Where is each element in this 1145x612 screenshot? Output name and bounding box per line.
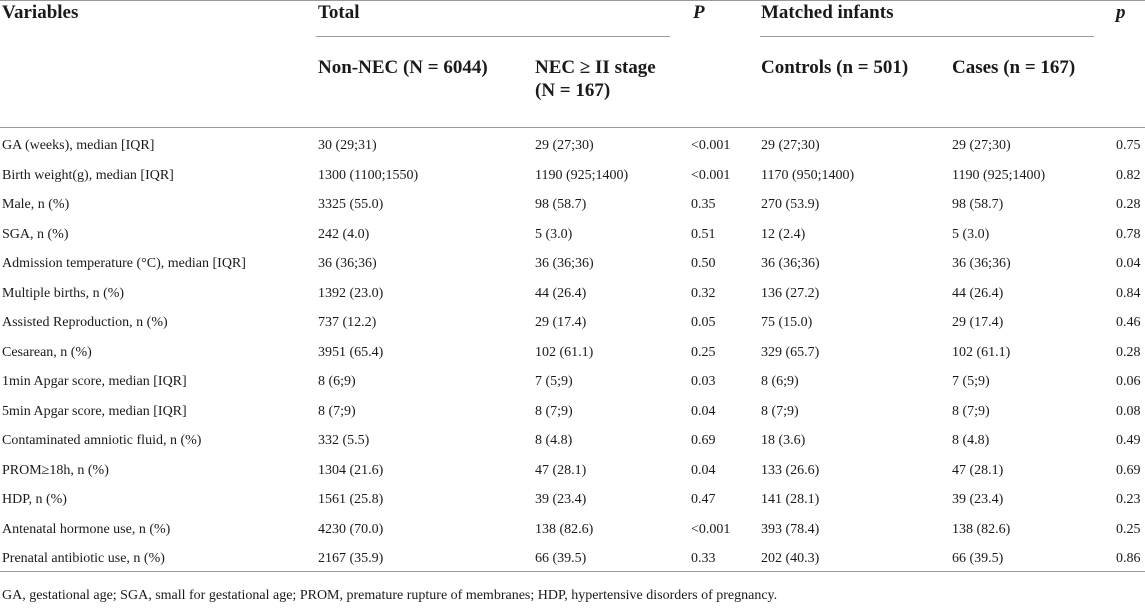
- header-bottom-rule: [0, 127, 1145, 128]
- cell-p-total: 0.47: [691, 492, 716, 507]
- cell-p-matched: 0.78: [1116, 227, 1141, 242]
- cell-p-matched: 0.04: [1116, 256, 1141, 271]
- cell-controls: 393 (78.4): [761, 522, 820, 537]
- header-p-total: P: [693, 2, 705, 23]
- cell-variable: Admission temperature (°C), median [IQR]: [2, 256, 246, 271]
- cell-non-nec: 8 (7;9): [318, 404, 356, 419]
- cell-controls: 270 (53.9): [761, 197, 820, 212]
- matched-group-rule: [760, 36, 1094, 37]
- cell-p-matched: 0.06: [1116, 374, 1141, 389]
- header-controls: Controls (n = 501): [761, 57, 909, 78]
- cell-variable: Multiple births, n (%): [2, 286, 125, 301]
- cell-p-total: 0.51: [691, 227, 716, 242]
- cell-p-total: 0.25: [691, 345, 716, 360]
- cell-p-matched: 0.08: [1116, 404, 1141, 419]
- header-p-matched: p: [1116, 2, 1126, 23]
- cell-cases: 8 (7;9): [952, 404, 990, 419]
- cell-p-total: <0.001: [691, 138, 731, 153]
- cell-non-nec: 4230 (70.0): [318, 522, 384, 537]
- cell-controls: 8 (7;9): [761, 404, 799, 419]
- table-top-rule: [0, 0, 1145, 1]
- cell-non-nec: 3325 (55.0): [318, 197, 384, 212]
- cell-controls: 136 (27.2): [761, 286, 820, 301]
- cell-cases: 138 (82.6): [952, 522, 1011, 537]
- cell-p-matched: 0.69: [1116, 463, 1141, 478]
- cell-nec: 98 (58.7): [535, 197, 587, 212]
- cell-variable: Assisted Reproduction, n (%): [2, 315, 168, 330]
- header-nec-line1: NEC ≥ II stage: [535, 57, 656, 78]
- cell-non-nec: 332 (5.5): [318, 433, 370, 448]
- table-footnote: GA, gestational age; SGA, small for gestational age; PROM, premature rupture of membranes; HDP, hypertensive disorders of pregnancy.: [2, 588, 778, 603]
- cell-p-total: 0.03: [691, 374, 716, 389]
- cell-p-total: 0.35: [691, 197, 716, 212]
- cell-nec: 7 (5;9): [535, 374, 573, 389]
- cell-variable: 5min Apgar score, median [IQR]: [2, 404, 187, 419]
- cell-nec: 1190 (925;1400): [535, 168, 629, 183]
- cell-non-nec: 8 (6;9): [318, 374, 356, 389]
- cell-variable: HDP, n (%): [2, 492, 67, 507]
- cell-controls: 1170 (950;1400): [761, 168, 855, 183]
- cell-variable: GA (weeks), median [IQR]: [2, 138, 155, 153]
- cell-cases: 5 (3.0): [952, 227, 990, 242]
- cell-non-nec: 3951 (65.4): [318, 345, 384, 360]
- cell-controls: 8 (6;9): [761, 374, 799, 389]
- cell-cases: 1190 (925;1400): [952, 168, 1046, 183]
- cell-cases: 7 (5;9): [952, 374, 990, 389]
- cell-non-nec: 36 (36;36): [318, 256, 377, 271]
- header-variables: Variables: [2, 2, 79, 23]
- cell-p-matched: 0.82: [1116, 168, 1141, 183]
- cell-non-nec: 737 (12.2): [318, 315, 377, 330]
- cell-p-matched: 0.86: [1116, 551, 1141, 566]
- cell-p-matched: 0.84: [1116, 286, 1141, 301]
- cell-variable: PROM≥18h, n (%): [2, 463, 109, 478]
- cell-cases: 47 (28.1): [952, 463, 1004, 478]
- cell-controls: 75 (15.0): [761, 315, 813, 330]
- cell-p-matched: 0.75: [1116, 138, 1141, 153]
- cell-variable: SGA, n (%): [2, 227, 69, 242]
- cell-variable: Prenatal antibiotic use, n (%): [2, 551, 165, 566]
- cell-variable: Antenatal hormone use, n (%): [2, 522, 171, 537]
- cell-cases: 102 (61.1): [952, 345, 1011, 360]
- cell-controls: 133 (26.6): [761, 463, 820, 478]
- table-bottom-rule: [0, 571, 1145, 572]
- cell-non-nec: 2167 (35.9): [318, 551, 384, 566]
- cell-nec: 47 (28.1): [535, 463, 587, 478]
- cell-cases: 29 (17.4): [952, 315, 1004, 330]
- cell-p-total: 0.32: [691, 286, 716, 301]
- cell-controls: 12 (2.4): [761, 227, 806, 242]
- cell-p-total: <0.001: [691, 168, 731, 183]
- cell-p-matched: 0.23: [1116, 492, 1141, 507]
- cell-nec: 44 (26.4): [535, 286, 587, 301]
- cell-nec: 29 (27;30): [535, 138, 594, 153]
- cell-variable: Birth weight(g), median [IQR]: [2, 168, 174, 183]
- cell-non-nec: 1300 (1100;1550): [318, 168, 419, 183]
- cell-cases: 39 (23.4): [952, 492, 1004, 507]
- header-matched-infants: Matched infants: [761, 2, 894, 23]
- cell-p-matched: 0.28: [1116, 345, 1141, 360]
- cell-nec: 8 (7;9): [535, 404, 573, 419]
- cell-non-nec: 1561 (25.8): [318, 492, 384, 507]
- cell-controls: 329 (65.7): [761, 345, 820, 360]
- cell-nec: 8 (4.8): [535, 433, 573, 448]
- cell-p-matched: 0.28: [1116, 197, 1141, 212]
- cell-variable: Cesarean, n (%): [2, 345, 92, 360]
- cell-p-total: 0.05: [691, 315, 716, 330]
- cell-non-nec: 1304 (21.6): [318, 463, 384, 478]
- cell-cases: 66 (39.5): [952, 551, 1004, 566]
- total-group-rule: [316, 36, 670, 37]
- cell-p-total: 0.69: [691, 433, 716, 448]
- cell-cases: 36 (36;36): [952, 256, 1011, 271]
- cell-controls: 36 (36;36): [761, 256, 820, 271]
- cell-non-nec: 30 (29;31): [318, 138, 377, 153]
- cell-p-matched: 0.25: [1116, 522, 1141, 537]
- cell-controls: 29 (27;30): [761, 138, 820, 153]
- cell-controls: 202 (40.3): [761, 551, 820, 566]
- cell-p-matched: 0.49: [1116, 433, 1141, 448]
- cell-controls: 18 (3.6): [761, 433, 806, 448]
- cell-p-matched: 0.46: [1116, 315, 1141, 330]
- cell-variable: Male, n (%): [2, 197, 70, 212]
- cell-nec: 36 (36;36): [535, 256, 594, 271]
- cell-non-nec: 242 (4.0): [318, 227, 370, 242]
- cell-cases: 98 (58.7): [952, 197, 1004, 212]
- cell-p-total: 0.04: [691, 404, 716, 419]
- cell-cases: 44 (26.4): [952, 286, 1004, 301]
- cell-non-nec: 1392 (23.0): [318, 286, 384, 301]
- cell-nec: 102 (61.1): [535, 345, 594, 360]
- cell-nec: 29 (17.4): [535, 315, 587, 330]
- cell-variable: 1min Apgar score, median [IQR]: [2, 374, 187, 389]
- cell-p-total: 0.04: [691, 463, 716, 478]
- header-cases: Cases (n = 167): [952, 57, 1076, 78]
- header-nec-line2: (N = 167): [535, 80, 611, 101]
- cell-nec: 39 (23.4): [535, 492, 587, 507]
- header-non-nec: Non-NEC (N = 6044): [318, 57, 488, 78]
- cell-nec: 66 (39.5): [535, 551, 587, 566]
- cell-p-total: 0.33: [691, 551, 716, 566]
- cell-cases: 8 (4.8): [952, 433, 990, 448]
- cell-nec: 138 (82.6): [535, 522, 594, 537]
- cell-nec: 5 (3.0): [535, 227, 573, 242]
- cell-variable: Contaminated amniotic fluid, n (%): [2, 433, 202, 448]
- cell-p-total: 0.50: [691, 256, 716, 271]
- header-total: Total: [318, 2, 360, 23]
- cell-controls: 141 (28.1): [761, 492, 820, 507]
- cell-cases: 29 (27;30): [952, 138, 1011, 153]
- cell-p-total: <0.001: [691, 522, 731, 537]
